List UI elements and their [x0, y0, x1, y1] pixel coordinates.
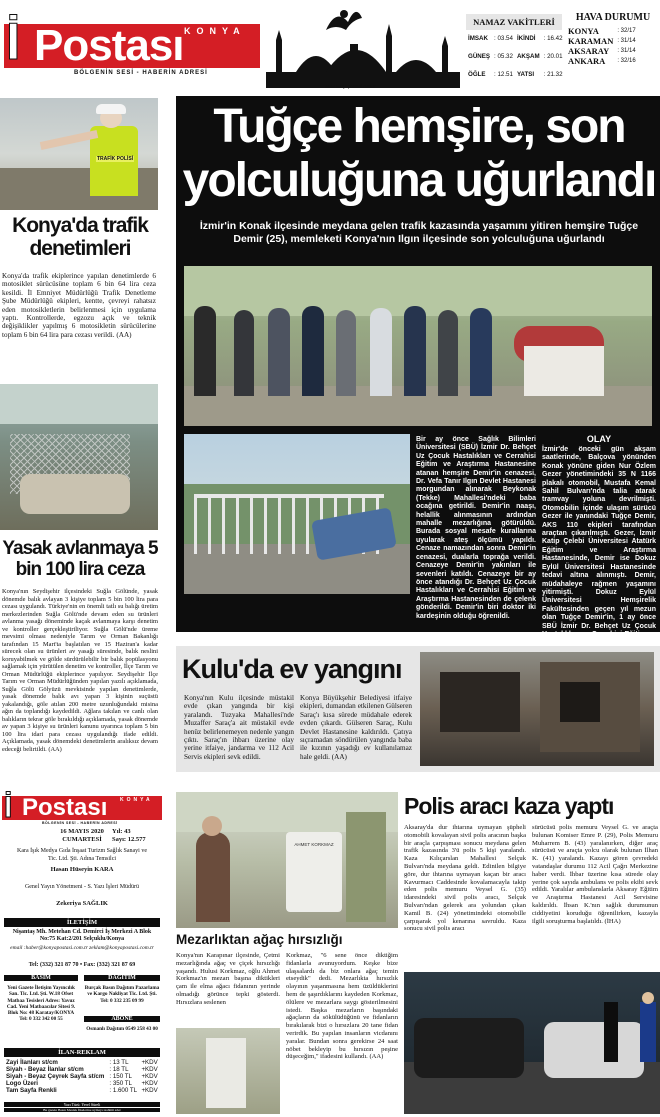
olay-body: İzmir'de önceki gün akşam saatlerinde, Balçova yönünden Konak yönüne giden Nur Özlem Gezer yönetimindeki 35 N 1166 plakalı otomobil, Mustafa Kemal Sahil Bulvarı'nda talia atarak tramvay yoluna devrilmişti. Otomobilin içinde ulaşım sürücü Gezer ile yanındaki Tuğçe Demir, AKS 110 ekipleri tarafından araçtan çıkarılmıştı. Gezer, İzmir Katip Çelebi Üniversitesi Atatürk Eğitim ve Araştırma Hastanesinde, Demir ise Dokuz Eylül Üniversitesi Hastanesinde tedavi altına alınmıştı. Demir, müdahaleye rağmen yaşamını yitirmişti. Dokuz Eylül Üniversitesi Hemşirelik Fakültesinden geçen yıl mezun olan Tuğçe Demir'in, 1 ay önce SBÜ İzmir Dr. Behçet Uz Çocuk Hastalıkları ve Cerrahisi Eğitim ve Araştırma Hastanesine atanmıştı.	[542, 446, 656, 647]
website[interactable]: www.konyapostasi.com.tr	[325, 84, 376, 89]
basim-header: BASIM	[4, 975, 78, 981]
ads-table	[4, 1059, 160, 1094]
mosque-skyline-illustration	[266, 0, 460, 88]
main-body: Bir ay önce Sağlık Bilimleri Üniversitesi (SBÜ) İzmir Dr. Behçet Uz Çocuk Hastalıkları ve Cerrahisi Eğitim ve Araştırma Hastanesine atanan hemşire Demir'in cenazesi, Dr. Vefa Tanır Ilgın Devlet Hastanesi morgundan alınarak Beykonak (Tekke) Mahallesi'ndeki baba ocağına getirildi. Demir'in naaşı, helallik alınmasının ardından mahalle mezarlığına götürüldü. Burada sosyal mesafe kurallarına uyularak ateş ölçümü yapıldı. Cenaze namazından sonra Demir'in cenazesi, dualarla toprağa verildi. Cenazeye Demir'in yakınları ile sevenleri katıldı. Cenazeye bir ay önce atandığı Dr. Behçet Uz Çocuk Hastalıkları ve Cerrahisi Eğitim ve Araştırma Hastanesinden de çelenk gönderildi. Demir'in biri doktor iki kardeşinin olduğu öğrenildi.	[416, 436, 536, 620]
prayer-title: NAMAZ VAKİTLERİ	[466, 14, 562, 30]
police-headline[interactable]: Polis aracı kaza yaptı	[404, 793, 614, 819]
contact-email[interactable]: email :haber@konyapostasi.com.tr zeklam@konyapostasi.com.tr	[10, 945, 154, 951]
cemetery-headline[interactable]: Mezarlıktan ağaç hırsızlığı	[176, 932, 343, 947]
fire-headline[interactable]: Kulu'da ev yangını	[182, 654, 402, 684]
traffic-police-photo	[0, 98, 158, 210]
burned-house-photo	[420, 652, 654, 766]
prayer-times-box	[466, 14, 562, 80]
weather-row: KONYA : 32/17	[568, 26, 636, 36]
imprint	[0, 792, 164, 1117]
contact-header: İLETİŞİM	[4, 918, 160, 927]
main-headline[interactable]: Tuğçe hemşire, son yolculuğuna uğurlandı	[182, 100, 656, 207]
cemetery-detail-photo	[176, 1028, 280, 1114]
ads-row: Siyah - Beyaz İlanlar st/cm : 18 TL +KDV	[6, 1066, 158, 1073]
accident-scene-photo	[184, 434, 410, 594]
ads-row: Siyah - Beyaz Çeyrek Sayfa st/cm : 150 TL +KDV	[6, 1073, 158, 1080]
footer-note2: Bu gazete Basın Meslek İlkelerine uymayı taahhüt eder	[4, 1108, 160, 1112]
police-crash-photo	[404, 972, 660, 1114]
logo-i: İ	[6, 13, 21, 71]
weather-row: KARAMAN : 31/14	[568, 36, 636, 46]
footer-note: Yazı Türü: Yerel Süreli	[4, 1102, 160, 1107]
cemetery-col2: Korkmaz, "6 sene önce diktiğim fidanlarla avunuyordum. Keşke bize ulaşsalardı da biz onlara ağaç temin etseydik" dedi. Mezarlıkta hırsızlık olayının yaşanmasına hem üzüldüklerini hem de şaşırdıklarını kaydeden Korkmaz, ölülere ve mezarlara saygı gösterilmesini istedi. Başka mezarların başındaki ağaçların da sökülüdüğünü ve fidanların bırakılarak bizi o hırsızlara 20 tane fidan verirdik. Bu yapılan insanların vicdanını yaralar. Bundan sonra gerekirse 24 saat nöbet bekleyip bu hırsızın peşine düşeceğim," ifadesini kullandı. (AA)	[286, 952, 398, 1061]
owner-name: Hasan Hüseyin KARA	[50, 866, 114, 873]
main-story-box	[176, 96, 660, 647]
logo-city: KONYA	[184, 26, 246, 36]
dagitim-body: Burçak Basın Dağıtım Pazarlama ve Kargo Nakliyat Tic. Ltd. Şti. Tel: 0 332 235 09 99	[84, 985, 160, 1004]
police-col1: Aksaray'da dur ihtarına uymayan şüpheli otomobili kovalayan sivil polis aracının başka bir araçla çarpışması sonucu meydana gelen trafik kazasında 3'ü polis 5 kişi yaralandı. Kaza Kılıçarslan Mahallesi Selçuk Bulvarı'nda meydana geldi. Edinilen bilgiye göre, dur ihtarına uymayan kaçan bir aracı Kavurmacı Caddesinde kovalamacayla takip eden polis memuru Veysel G. (35) idaresindeki sivil polis aracı, Selçuk Bulvarı'ndan gelerek ara yolundan çıkan Kamil B. (24) yönetimindeki otomobille çarpışarak yol kenarına savruldu. Kaza sonucu sivil polis aracı	[404, 824, 526, 933]
editor-label: Genel Yayın Yönetmeni - S. Yazı İşleri Müdürü	[24, 884, 140, 890]
imprint-issue: Sayı: 12.577	[112, 836, 146, 843]
fire-story-box	[176, 646, 660, 772]
weather-row: ANKARA : 32/16	[568, 56, 636, 66]
prayer-row: İMSAK : 03.54 İKİNDİ : 16.42	[468, 35, 563, 42]
traffic-headline[interactable]: Konya'da trafik denetimleri	[12, 214, 148, 260]
gravestone-text: AHMET KORKMAZ	[294, 842, 334, 847]
prayer-row: ÖĞLE : 12.51 YATSI : 21.32	[468, 71, 563, 78]
weather-table	[566, 26, 638, 66]
contact-phone: Tel: (332) 321 87 70 • Fax: (332) 321 87 69	[28, 962, 136, 968]
ads-row: Tam Sayfa Renkli : 1.600 TL +KDV	[6, 1087, 158, 1094]
ads-row: Logo Üzeri : 350 TL +KDV	[6, 1080, 158, 1087]
abone-header: ABONE	[84, 1016, 160, 1022]
olay-title: OLAY	[586, 434, 612, 444]
imprint-year: Yıl: 43	[112, 828, 131, 835]
weather-title: HAVA DURUMU	[575, 12, 651, 23]
dagitim-header: DAĞITIM	[84, 975, 160, 981]
cemetery-col1: Konya'nın Karapınar ilçesinde, Çetmi mezarlığında ağaç ve çiçek hırsızlığı yaşandı. Hulusi Korkmaz, oğlu Ahmet Korkmaz'ın mezarı başına diktikleri çam ile elma ağacı fidanının yerinde olmadığı görünce tepki gösterdi. Hırsızlara seslenen	[176, 952, 280, 1006]
fishing-headline[interactable]: Yasak avlanmaya 5 bin 100 lira ceza	[2, 538, 158, 580]
prayer-table	[466, 34, 565, 79]
fishing-body: Konya'nın Seydişehir ilçesindeki Suğla Gölünde, yasak dönemde balık avlayan 3 kişiye toplam 5 bin 100 lira para cezası uygulandı. Türkiye'nin en önemli tatlı su balığı üretim merkezlerinden Suğla Gölü'nde devam eden su ürünleri avlanma yasağı döneminde kaçak avlanmaya karşı denetim ve kontroller gerçekleştiriliyor. Suğla Gölü'nde üreme mevsimi olması nedeniyle Tarım ve Orman Bakanlığı tarafından 15 Mart'ta başlatılan ve 15 Haziran'a kadar sürecek olan su ürünleri av yasağı süresinde, balık neslini koruyabilmek ve gölde sürdürülebilir bir balık popülasyonu sağlamak için yürütülen denetim ve kontroller, İlçe Tarım ve Orman Müdürlüğü ekiplerince yapılıyor. Seydişehir İlçe Tarım ve Orman Müdürlüğünden yapılan yazılı açıklamada, Suğla Gölü Gölyüzü mevkisinde yapılan denetimlerde, yasak dönemde balık avı yapan 3 kişinin suçüstü yakalandığı, göle atılan 200 metre uzunluğundaki misina ağın da toplandığı kaydedildi. Ağlara takılan ve canlı olan balıkların tekrar göle bırakıldığı açıklamada, yasak dönemde av yapan 3 kişiye su ürünleri kanunu uyarınca toplam 5 bin 100 lira idari para cezası uygulandığı ifade edildi. Açıklamada, yasak dönemdeki denetimlerin aralıksız devam edeceği belirtildi. (AA)	[2, 588, 158, 753]
weather-box	[566, 12, 660, 78]
main-deck: İzmir'in Konak ilçesinde meydana gelen trafik kazasında yaşamını yitiren hemşire Tuğçe Demir (25), memleketi Konya'nın Ilgın ilçesinde son yolculuğuna uğurlandı	[199, 220, 639, 245]
fire-col1: Konya'nın Kulu ilçesinde müstakil evde çıkan yangında bir kişi yaralandı. Tuzyaka Mahallesi'nde Muzaffer Saraç'a ait müstakil evde henüz belirlenemeyen nedenle yangın çıktı. Saraç'ın ihbarı üzerine olay yerine itfaiye, jandarma ve 112 Acil Servis ekipleri sevk edildi.	[184, 694, 294, 761]
traffic-body: Konya'da trafik ekiplerince yapılan denetimlerde 6 motosiklet sürücüsüne toplam 6 bin 64 lira ceza kesildi. İl Emniyet Müdürlüğü Trafik Denetleme Şube Müdürlüğü ekipleri, kentte, çevreyi rahatsız eden motosikletlerin belirlenmesi için uygulama yaptı. Kontrollerde, egzozu açık ve teknik değişiklikler yapılmış 6 motosikletin sürücülerine toplam 6 bin 64 lira para cezası verildi. (AA)	[2, 272, 156, 339]
funeral-photo	[184, 266, 652, 426]
prayer-row: GÜNEŞ : 05.32 AKŞAM : 20.01	[468, 53, 563, 60]
basim-body: Yeni Gazete İletişim Yayıncılık San. Tic. Ltd. Şti. W.18 Ofset Matbaa Tesisleri Adres: Yavuz Cad. Yeni Matbaacılar Sitesi 9. Blok No: 48 Karatay/KONYA Tel: 0 332 342 00 55	[6, 985, 76, 1023]
fishing-nets-photo	[0, 384, 158, 530]
ads-row: Zayi İlanları st/cm : 13 TL +KDV	[6, 1059, 158, 1066]
editor-name: Zekeriya SAĞLIK	[56, 900, 108, 907]
police-col2: sürücüsü polis memuru Veysel G. ve araçta bulunan Komiser Emre P. (29), Polis Memuru Muharrem B. (43) yaralanırken, diğer araç sürücüsü ve araçta yolcu olarak bulunan İlhan K. (41) yaralandı. Kazayı gören çevredeki vatandaşlar durumu 112 Acil Çağrı Merkezine haber verdi. İhbar üzerine kısa sürede olay yerine çok sayıda ambulans ve polis ekibi sevk edildi. Yaralılar ambulanslarla Aksaray Eğitim ve Araştırma Hastanesi Acil Servisine kaldırıldı. İhsan K.'nın sağlık durumunun ciddiyetini koruduğu öğrenilirken, kazayla ilgili soruşturma başlatıldı. (İHA)	[532, 824, 658, 925]
weather-row: AKSARAY : 31/14	[568, 46, 636, 56]
ads-header: İLAN-REKLAM	[4, 1048, 160, 1057]
imprint-logo: İ Postası KONYA BÖLGENİN SESİ - HABERİN ADRESİ	[2, 792, 162, 826]
cemetery-photo	[176, 792, 398, 928]
imprint-date: 16 MAYIS 2020 CUMARTESİ	[60, 828, 104, 843]
logo[interactable]	[4, 14, 260, 76]
slogan: BÖLGENİN SESİ - HABERİN ADRESİ	[74, 70, 208, 76]
logo-text: Postası	[34, 21, 184, 70]
owner-label: Kara İşık Medya Gıda İnşaat Turizm Sağlık Sanayi ve Tic. Ltd. Şti. Adına Temsilci	[17, 848, 147, 862]
abone-body: Osmanlı Dağıtım 0549 258 43 00	[86, 1026, 158, 1032]
fire-col2: Konya Büyükşehir Belediyesi itfaiye ekipleri, dumandan etkilenen Gülseren Saraç'ı kısa sürede müdahale ederek evden çıkardı. Gülseren Saraç, Kulu Devlet Hastanesine kaldırıldı. Çatıya sıçramadan söndürülen yangında baba ile kızının yaşadığı ev kullanılamaz hale geldi. (AA)	[300, 694, 412, 761]
police-vest-badge: TRAFİK POLİSİ	[96, 156, 134, 162]
masthead	[0, 0, 660, 92]
contact-address: Nişantaş Mh. Metehan Cd. Demirci İş Merkezi A Blok No:75 Kat:2/201 Selçuklu/Konya	[12, 929, 152, 942]
